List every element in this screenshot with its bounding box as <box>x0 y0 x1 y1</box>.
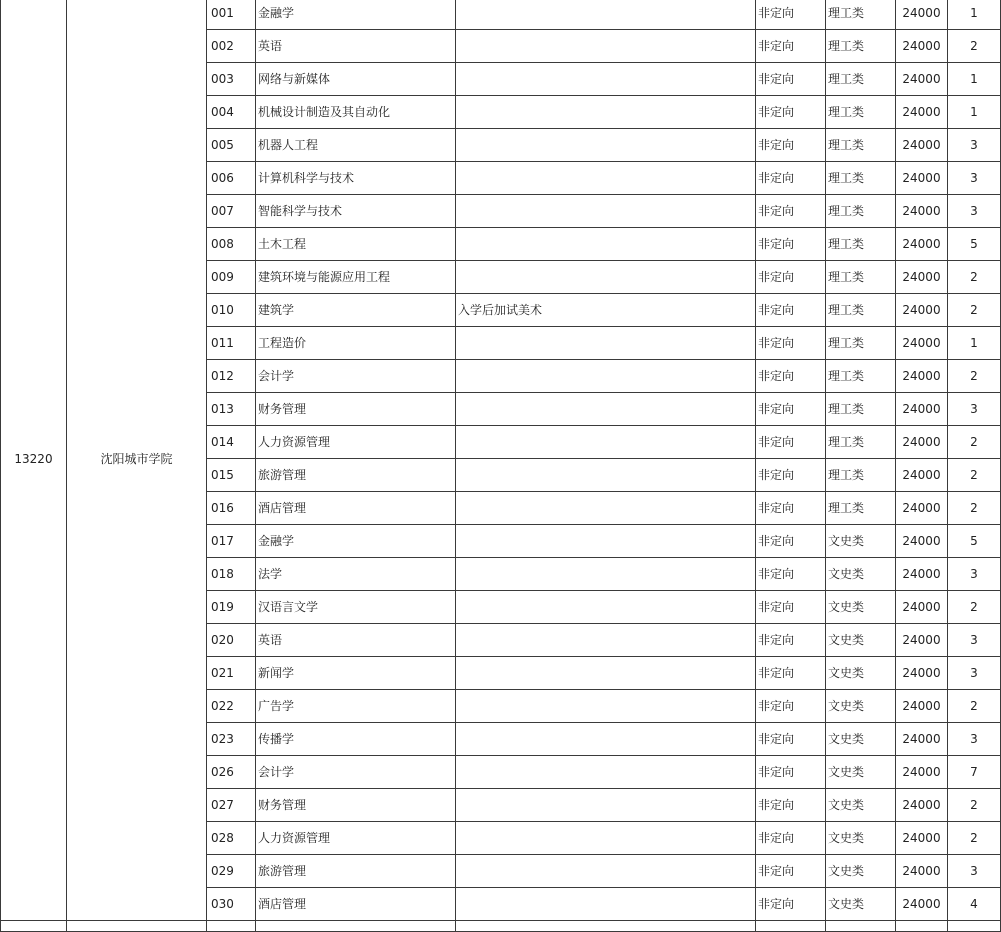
plan-count: 3 <box>948 393 1001 426</box>
empty-cell <box>896 921 948 932</box>
tuition-fee: 24000 <box>896 294 948 327</box>
plan-type: 非定向 <box>756 789 826 822</box>
plan-type: 非定向 <box>756 690 826 723</box>
remark <box>456 426 756 459</box>
major-code: 006 <box>207 162 256 195</box>
empty-cell <box>256 921 456 932</box>
plan-type: 非定向 <box>756 228 826 261</box>
plan-count: 5 <box>948 525 1001 558</box>
plan-type: 非定向 <box>756 492 826 525</box>
plan-type: 非定向 <box>756 855 826 888</box>
empty-cell <box>756 921 826 932</box>
plan-type: 非定向 <box>756 261 826 294</box>
plan-type: 非定向 <box>756 129 826 162</box>
major-code: 023 <box>207 723 256 756</box>
subject-category: 文史类 <box>826 888 896 921</box>
table-row-next <box>1 921 1001 932</box>
plan-count: 3 <box>948 657 1001 690</box>
tuition-fee: 24000 <box>896 723 948 756</box>
plan-type: 非定向 <box>756 294 826 327</box>
major-name: 传播学 <box>256 723 456 756</box>
tuition-fee: 24000 <box>896 855 948 888</box>
remark <box>456 393 756 426</box>
plan-type: 非定向 <box>756 63 826 96</box>
plan-count: 2 <box>948 591 1001 624</box>
major-code: 007 <box>207 195 256 228</box>
plan-count: 5 <box>948 228 1001 261</box>
remark <box>456 855 756 888</box>
empty-cell <box>826 921 896 932</box>
plan-count: 3 <box>948 558 1001 591</box>
major-code: 012 <box>207 360 256 393</box>
plan-count: 2 <box>948 822 1001 855</box>
major-code: 029 <box>207 855 256 888</box>
subject-category: 理工类 <box>826 459 896 492</box>
tuition-fee: 24000 <box>896 63 948 96</box>
remark <box>456 690 756 723</box>
subject-category: 理工类 <box>826 63 896 96</box>
tuition-fee: 24000 <box>896 360 948 393</box>
plan-type: 非定向 <box>756 657 826 690</box>
tuition-fee: 24000 <box>896 657 948 690</box>
tuition-fee: 24000 <box>896 690 948 723</box>
remark <box>456 888 756 921</box>
subject-category: 文史类 <box>826 723 896 756</box>
tuition-fee: 24000 <box>896 558 948 591</box>
subject-category: 文史类 <box>826 657 896 690</box>
subject-category: 文史类 <box>826 789 896 822</box>
major-code: 026 <box>207 756 256 789</box>
remark <box>456 459 756 492</box>
subject-category: 理工类 <box>826 294 896 327</box>
plan-count: 1 <box>948 96 1001 129</box>
remark <box>456 525 756 558</box>
plan-count: 2 <box>948 690 1001 723</box>
institution-code: 13220 <box>1 0 67 921</box>
tuition-fee: 24000 <box>896 789 948 822</box>
subject-category: 文史类 <box>826 525 896 558</box>
subject-category: 理工类 <box>826 360 896 393</box>
major-code: 022 <box>207 690 256 723</box>
major-name: 机械设计制造及其自动化 <box>256 96 456 129</box>
plan-type: 非定向 <box>756 327 826 360</box>
remark <box>456 789 756 822</box>
remark <box>456 96 756 129</box>
tuition-fee: 24000 <box>896 261 948 294</box>
major-name: 广告学 <box>256 690 456 723</box>
tuition-fee: 24000 <box>896 756 948 789</box>
major-name: 英语 <box>256 624 456 657</box>
major-code: 008 <box>207 228 256 261</box>
remark <box>456 558 756 591</box>
remark <box>456 195 756 228</box>
remark <box>456 63 756 96</box>
tuition-fee: 24000 <box>896 624 948 657</box>
major-name: 建筑学 <box>256 294 456 327</box>
empty-cell <box>1 921 67 932</box>
major-name: 财务管理 <box>256 789 456 822</box>
plan-type: 非定向 <box>756 426 826 459</box>
plan-count: 3 <box>948 855 1001 888</box>
tuition-fee: 24000 <box>896 525 948 558</box>
plan-type: 非定向 <box>756 393 826 426</box>
plan-count: 2 <box>948 492 1001 525</box>
tuition-fee: 24000 <box>896 195 948 228</box>
plan-count: 3 <box>948 195 1001 228</box>
major-name: 计算机科学与技术 <box>256 162 456 195</box>
plan-count: 2 <box>948 789 1001 822</box>
empty-cell <box>456 921 756 932</box>
plan-count: 2 <box>948 360 1001 393</box>
subject-category: 理工类 <box>826 96 896 129</box>
remark <box>456 723 756 756</box>
major-code: 021 <box>207 657 256 690</box>
major-name: 酒店管理 <box>256 492 456 525</box>
major-code: 028 <box>207 822 256 855</box>
plan-count: 1 <box>948 63 1001 96</box>
plan-type: 非定向 <box>756 888 826 921</box>
remark <box>456 492 756 525</box>
major-name: 财务管理 <box>256 393 456 426</box>
major-name: 工程造价 <box>256 327 456 360</box>
remark <box>456 327 756 360</box>
major-name: 机器人工程 <box>256 129 456 162</box>
major-name: 人力资源管理 <box>256 426 456 459</box>
plan-count: 3 <box>948 162 1001 195</box>
major-code: 027 <box>207 789 256 822</box>
remark <box>456 261 756 294</box>
plan-count: 2 <box>948 261 1001 294</box>
institution-name: 沈阳城市学院 <box>67 0 207 921</box>
subject-category: 理工类 <box>826 129 896 162</box>
major-code: 002 <box>207 30 256 63</box>
subject-category: 文史类 <box>826 690 896 723</box>
plan-count: 7 <box>948 756 1001 789</box>
subject-category: 文史类 <box>826 756 896 789</box>
major-code: 016 <box>207 492 256 525</box>
plan-type: 非定向 <box>756 822 826 855</box>
tuition-fee: 24000 <box>896 162 948 195</box>
subject-category: 理工类 <box>826 393 896 426</box>
plan-count: 1 <box>948 0 1001 30</box>
major-code: 004 <box>207 96 256 129</box>
major-name: 金融学 <box>256 0 456 30</box>
plan-count: 1 <box>948 327 1001 360</box>
major-name: 金融学 <box>256 525 456 558</box>
subject-category: 文史类 <box>826 591 896 624</box>
subject-category: 理工类 <box>826 228 896 261</box>
subject-category: 理工类 <box>826 195 896 228</box>
remark <box>456 0 756 30</box>
tuition-fee: 24000 <box>896 492 948 525</box>
subject-category: 理工类 <box>826 30 896 63</box>
subject-category: 理工类 <box>826 426 896 459</box>
major-code: 019 <box>207 591 256 624</box>
tuition-fee: 24000 <box>896 129 948 162</box>
remark <box>456 162 756 195</box>
tuition-fee: 24000 <box>896 327 948 360</box>
subject-category: 理工类 <box>826 162 896 195</box>
major-name: 英语 <box>256 30 456 63</box>
tuition-fee: 24000 <box>896 96 948 129</box>
plan-count: 2 <box>948 294 1001 327</box>
tuition-fee: 24000 <box>896 459 948 492</box>
major-name: 会计学 <box>256 756 456 789</box>
major-name: 网络与新媒体 <box>256 63 456 96</box>
subject-category: 文史类 <box>826 624 896 657</box>
major-code: 010 <box>207 294 256 327</box>
plan-type: 非定向 <box>756 525 826 558</box>
major-code: 005 <box>207 129 256 162</box>
plan-count: 2 <box>948 459 1001 492</box>
plan-count: 4 <box>948 888 1001 921</box>
major-code: 030 <box>207 888 256 921</box>
major-name: 旅游管理 <box>256 855 456 888</box>
plan-type: 非定向 <box>756 756 826 789</box>
major-name: 人力资源管理 <box>256 822 456 855</box>
plan-type: 非定向 <box>756 558 826 591</box>
plan-type: 非定向 <box>756 195 826 228</box>
major-code: 011 <box>207 327 256 360</box>
remark <box>456 591 756 624</box>
remark <box>456 228 756 261</box>
major-name: 建筑环境与能源应用工程 <box>256 261 456 294</box>
major-code: 013 <box>207 393 256 426</box>
major-code: 009 <box>207 261 256 294</box>
tuition-fee: 24000 <box>896 591 948 624</box>
remark <box>456 822 756 855</box>
remark <box>456 30 756 63</box>
subject-category: 理工类 <box>826 327 896 360</box>
plan-count: 3 <box>948 723 1001 756</box>
plan-count: 2 <box>948 30 1001 63</box>
plan-count: 3 <box>948 129 1001 162</box>
major-code: 001 <box>207 0 256 30</box>
subject-category: 文史类 <box>826 558 896 591</box>
subject-category: 理工类 <box>826 492 896 525</box>
major-name: 旅游管理 <box>256 459 456 492</box>
empty-cell <box>207 921 256 932</box>
major-name: 智能科学与技术 <box>256 195 456 228</box>
major-name: 土木工程 <box>256 228 456 261</box>
plan-type: 非定向 <box>756 162 826 195</box>
plan-count: 3 <box>948 624 1001 657</box>
remark <box>456 624 756 657</box>
plan-type: 非定向 <box>756 30 826 63</box>
tuition-fee: 24000 <box>896 888 948 921</box>
major-code: 020 <box>207 624 256 657</box>
subject-category: 理工类 <box>826 261 896 294</box>
tuition-fee: 24000 <box>896 822 948 855</box>
table-body <box>1 0 1001 932</box>
plan-count: 2 <box>948 426 1001 459</box>
major-code: 003 <box>207 63 256 96</box>
major-name: 酒店管理 <box>256 888 456 921</box>
plan-type: 非定向 <box>756 96 826 129</box>
remark <box>456 129 756 162</box>
remark: 入学后加试美术 <box>456 294 756 327</box>
tuition-fee: 24000 <box>896 393 948 426</box>
empty-cell <box>948 921 1001 932</box>
remark <box>456 360 756 393</box>
remark <box>456 756 756 789</box>
plan-type: 非定向 <box>756 360 826 393</box>
table-row <box>1 0 1001 30</box>
major-name: 新闻学 <box>256 657 456 690</box>
major-code: 015 <box>207 459 256 492</box>
subject-category: 文史类 <box>826 855 896 888</box>
remark <box>456 657 756 690</box>
major-name: 会计学 <box>256 360 456 393</box>
major-code: 014 <box>207 426 256 459</box>
subject-category: 理工类 <box>826 0 896 30</box>
major-code: 017 <box>207 525 256 558</box>
major-code: 018 <box>207 558 256 591</box>
tuition-fee: 24000 <box>896 228 948 261</box>
subject-category: 文史类 <box>826 822 896 855</box>
tuition-fee: 24000 <box>896 426 948 459</box>
plan-type: 非定向 <box>756 459 826 492</box>
plan-type: 非定向 <box>756 723 826 756</box>
empty-cell <box>67 921 207 932</box>
major-name: 法学 <box>256 558 456 591</box>
plan-type: 非定向 <box>756 624 826 657</box>
tuition-fee: 24000 <box>896 30 948 63</box>
tuition-fee: 24000 <box>896 0 948 30</box>
plan-type: 非定向 <box>756 0 826 30</box>
major-name: 汉语言文学 <box>256 591 456 624</box>
plan-type: 非定向 <box>756 591 826 624</box>
